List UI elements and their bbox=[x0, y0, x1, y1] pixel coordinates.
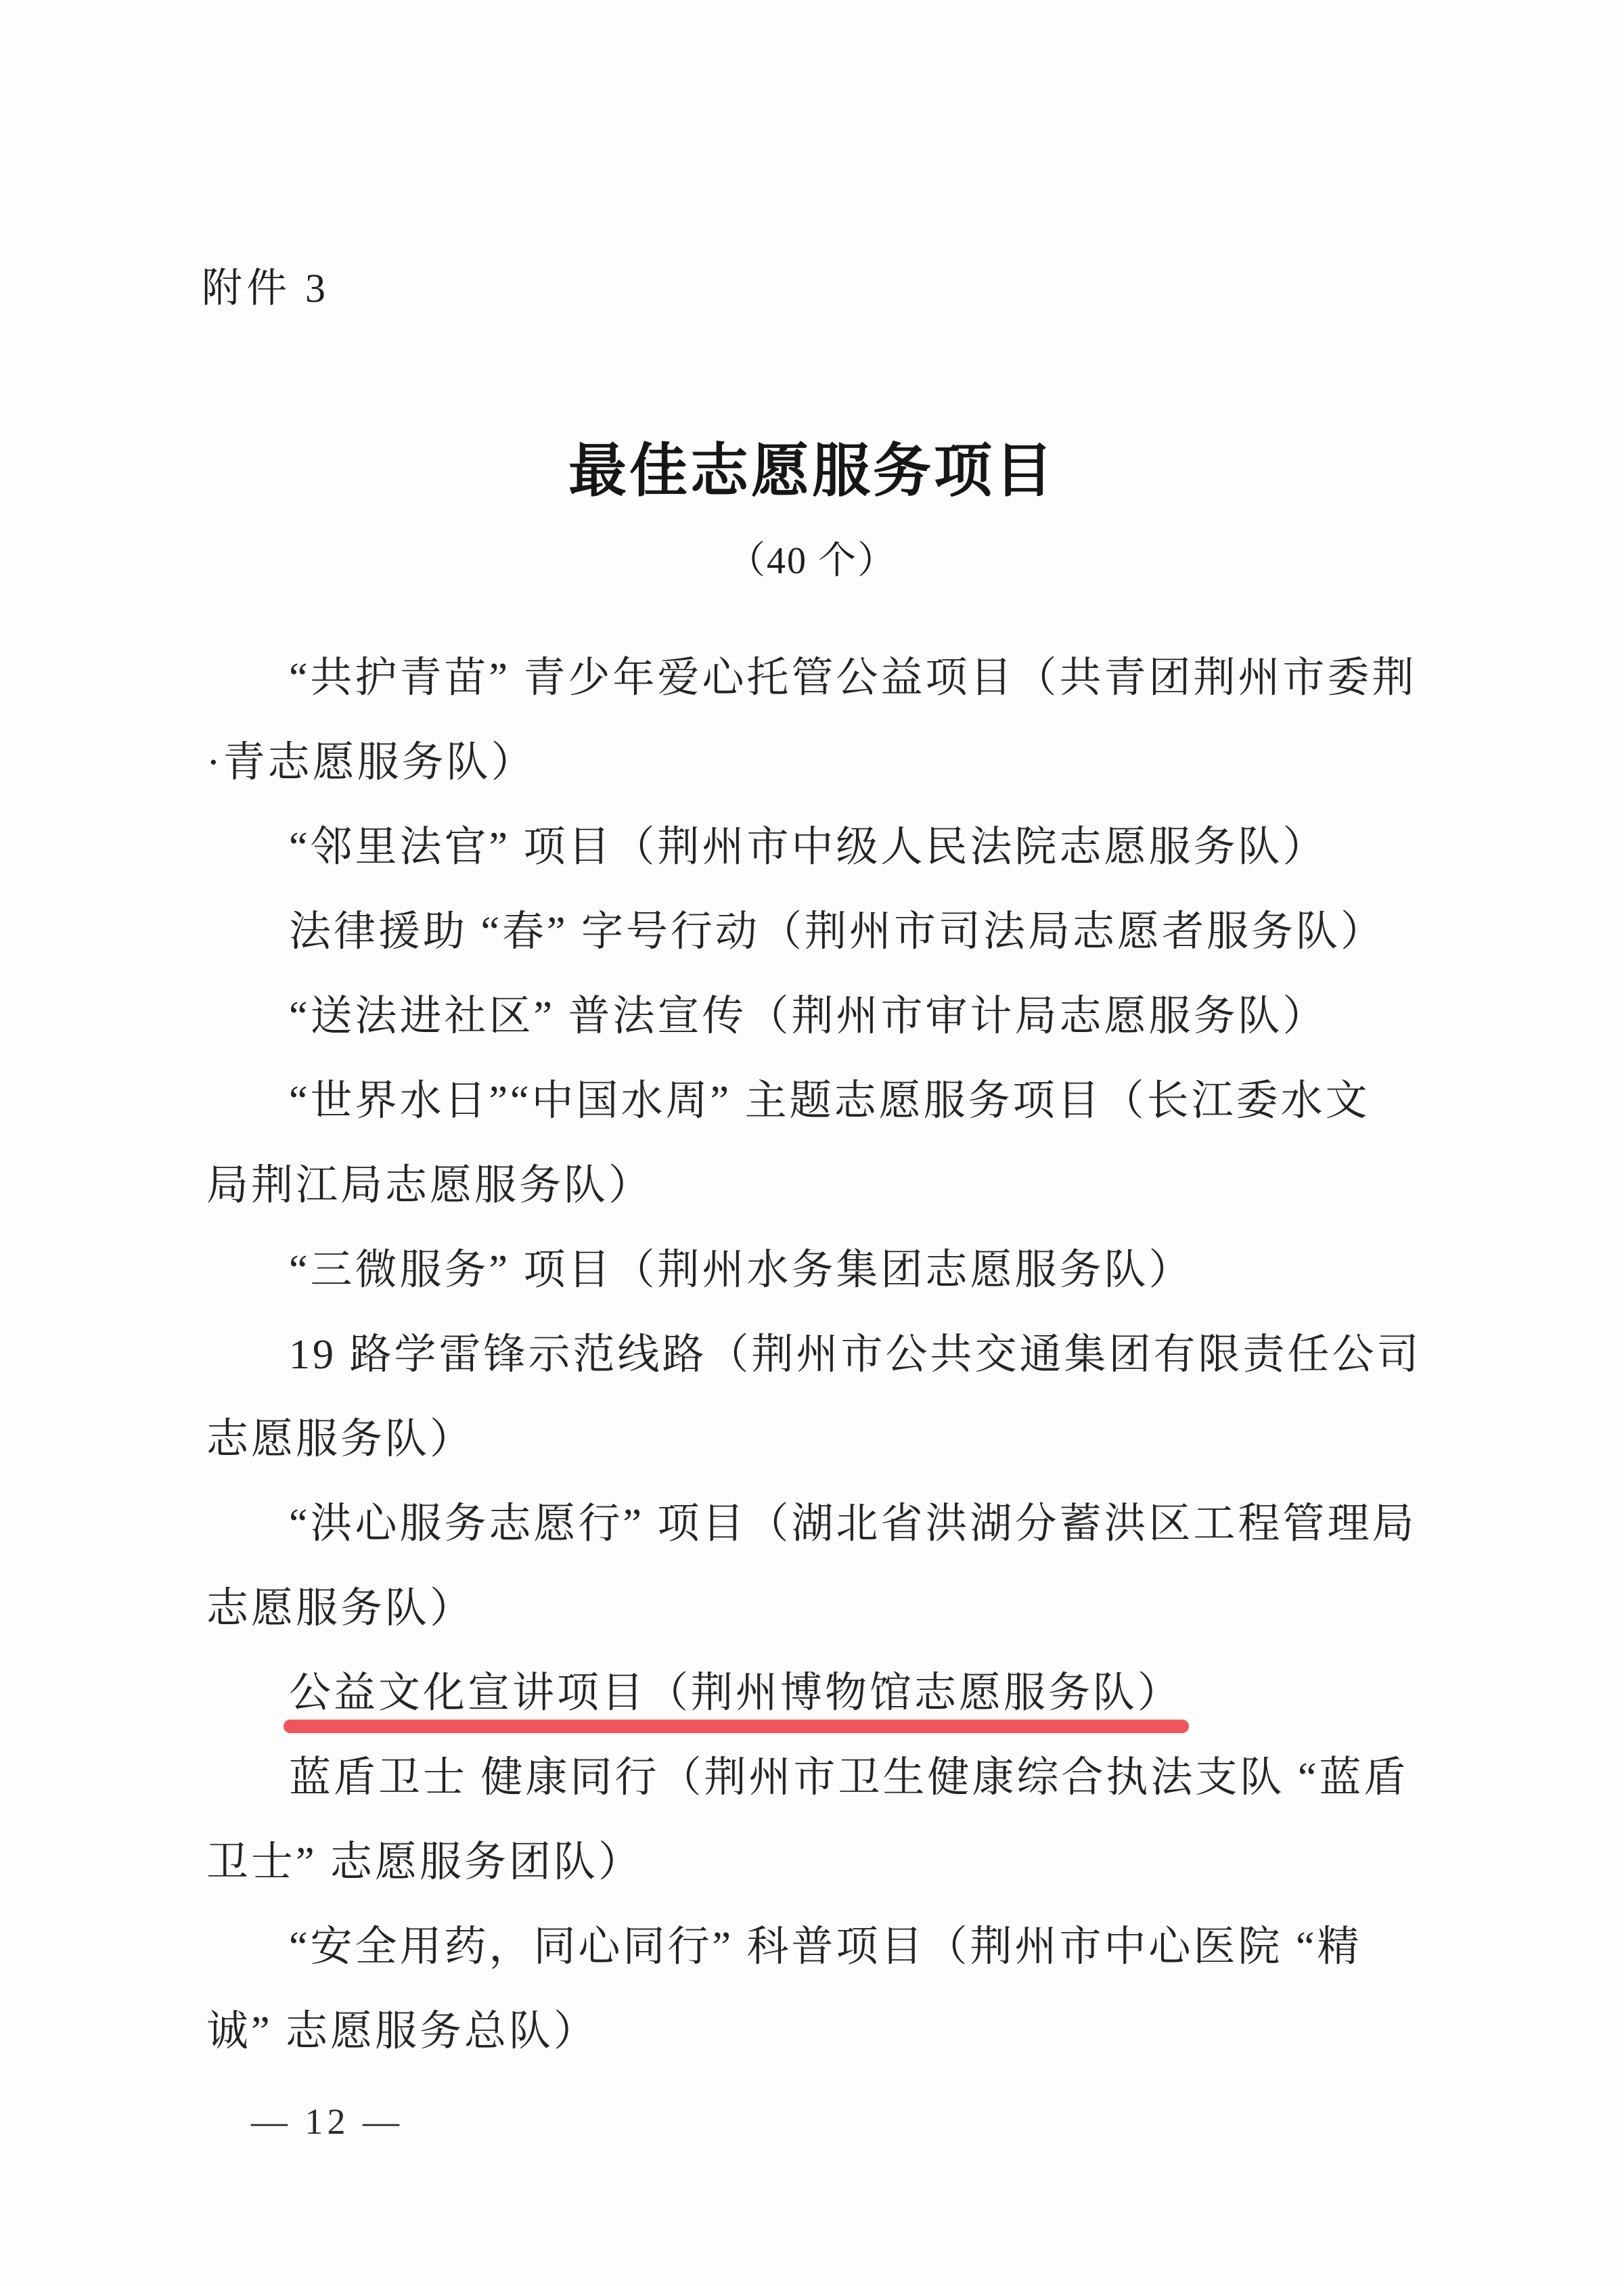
line-text: “送法进社区” 普法宣传（荆州市审计局志愿服务队） bbox=[289, 993, 1328, 1039]
list-line bbox=[206, 890, 1556, 974]
list-line bbox=[206, 1905, 1556, 1990]
line-text: “安全用药，同心同行” 科普项目（荆州市中心医院 “精 bbox=[289, 1924, 1362, 1970]
document-body bbox=[206, 636, 1556, 2074]
count-subtitle: （40 个） bbox=[727, 540, 897, 582]
line-text: “三微服务” 项目（荆州水务集团志愿服务队） bbox=[289, 1247, 1194, 1293]
list-line bbox=[206, 1144, 1556, 1228]
line-text: 志愿服务队） bbox=[206, 1416, 475, 1462]
list-line bbox=[206, 1397, 1556, 1482]
list-line bbox=[206, 1482, 1556, 1567]
line-text: “共护青苗” 青少年爱心托管公益项目（共青团荆州市委荆 bbox=[289, 655, 1417, 701]
list-line bbox=[206, 1228, 1556, 1313]
line-text: “世界水日”“中国水周” 主题志愿服务项目（长江委水文 bbox=[289, 1078, 1370, 1124]
page-title: 最佳志愿服务项目 bbox=[568, 439, 1056, 503]
list-line bbox=[206, 721, 1556, 805]
attachment-label: 附件 3 bbox=[202, 266, 330, 311]
list-line bbox=[206, 1567, 1556, 1651]
list-line bbox=[206, 1651, 1556, 1736]
line-text: “邻里法官” 项目（荆州市中级人民法院志愿服务队） bbox=[289, 824, 1328, 870]
line-text: 蓝盾卫士 健康同行（荆州市卫生健康综合执法支队 “蓝盾 bbox=[289, 1755, 1409, 1801]
list-line bbox=[206, 1736, 1556, 1820]
list-line bbox=[206, 1820, 1556, 1905]
red-underline bbox=[284, 1720, 1189, 1733]
list-line bbox=[206, 1990, 1556, 2074]
line-text: 卫士” 志愿服务团队） bbox=[206, 1839, 644, 1885]
line-text: 公益文化宣讲项目（荆州博物馆志愿服务队） bbox=[289, 1651, 1182, 1736]
line-text: 局荆江局志愿服务队） bbox=[206, 1163, 654, 1209]
page-number: — 12 — bbox=[251, 2101, 403, 2142]
list-line bbox=[206, 805, 1556, 890]
line-text: 志愿服务队） bbox=[206, 1586, 475, 1632]
list-line bbox=[206, 636, 1556, 721]
list-line bbox=[206, 1059, 1556, 1144]
line-text: 19 路学雷锋示范线路（荆州市公共交通集团有限责任公司 bbox=[289, 1332, 1422, 1378]
list-line bbox=[206, 974, 1556, 1059]
line-text: 诚” 志愿服务总队） bbox=[206, 2009, 599, 2055]
line-text: “洪心服务志愿行” 项目（湖北省洪湖分蓄洪区工程管理局 bbox=[289, 1501, 1417, 1547]
list-line bbox=[206, 1313, 1556, 1397]
line-text: 法律援助 “春” 字号行动（荆州市司法局志愿者服务队） bbox=[289, 909, 1386, 955]
line-text: ·青志愿服务队） bbox=[206, 740, 536, 786]
